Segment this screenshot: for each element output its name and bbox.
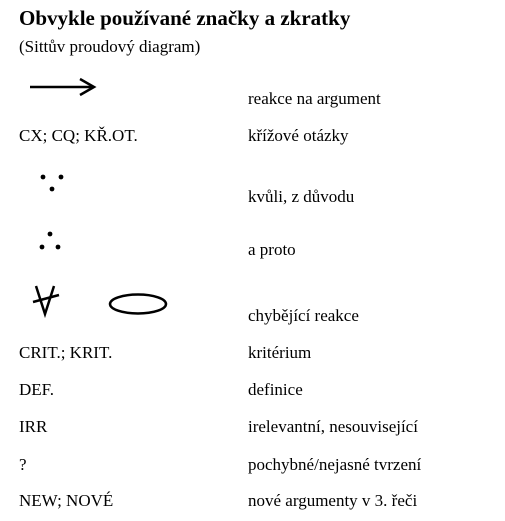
entry-meaning: kvůli, z důvodu (248, 187, 355, 206)
entry-term: IRR (19, 417, 48, 436)
entry-term: DEF. (19, 380, 55, 399)
entry-term: NEW; NOVÉ (19, 491, 114, 510)
page-title: Obvykle používané značky a zkratky (19, 6, 351, 30)
entry-term: CRIT.; KRIT. (19, 343, 113, 362)
entry-term: ? (19, 455, 27, 474)
entry-meaning: nové argumenty v 3. řeči (248, 491, 418, 510)
entry-meaning: irelevantní, nesouvisející (248, 417, 418, 436)
entry-meaning: definice (248, 380, 303, 399)
entry-meaning: chybějící reakce (248, 306, 359, 325)
page-subtitle: (Sittův proudový diagram) (19, 37, 201, 56)
entry-meaning: kritérium (248, 343, 312, 362)
entry-meaning: křížové otázky (248, 126, 349, 145)
entry-meaning: a proto (248, 240, 296, 259)
entry-meaning: pochybné/nejasné tvrzení (248, 455, 422, 474)
entry-meaning: reakce na argument (248, 89, 381, 108)
entry-term: CX; CQ; KŘ.OT. (19, 126, 138, 145)
